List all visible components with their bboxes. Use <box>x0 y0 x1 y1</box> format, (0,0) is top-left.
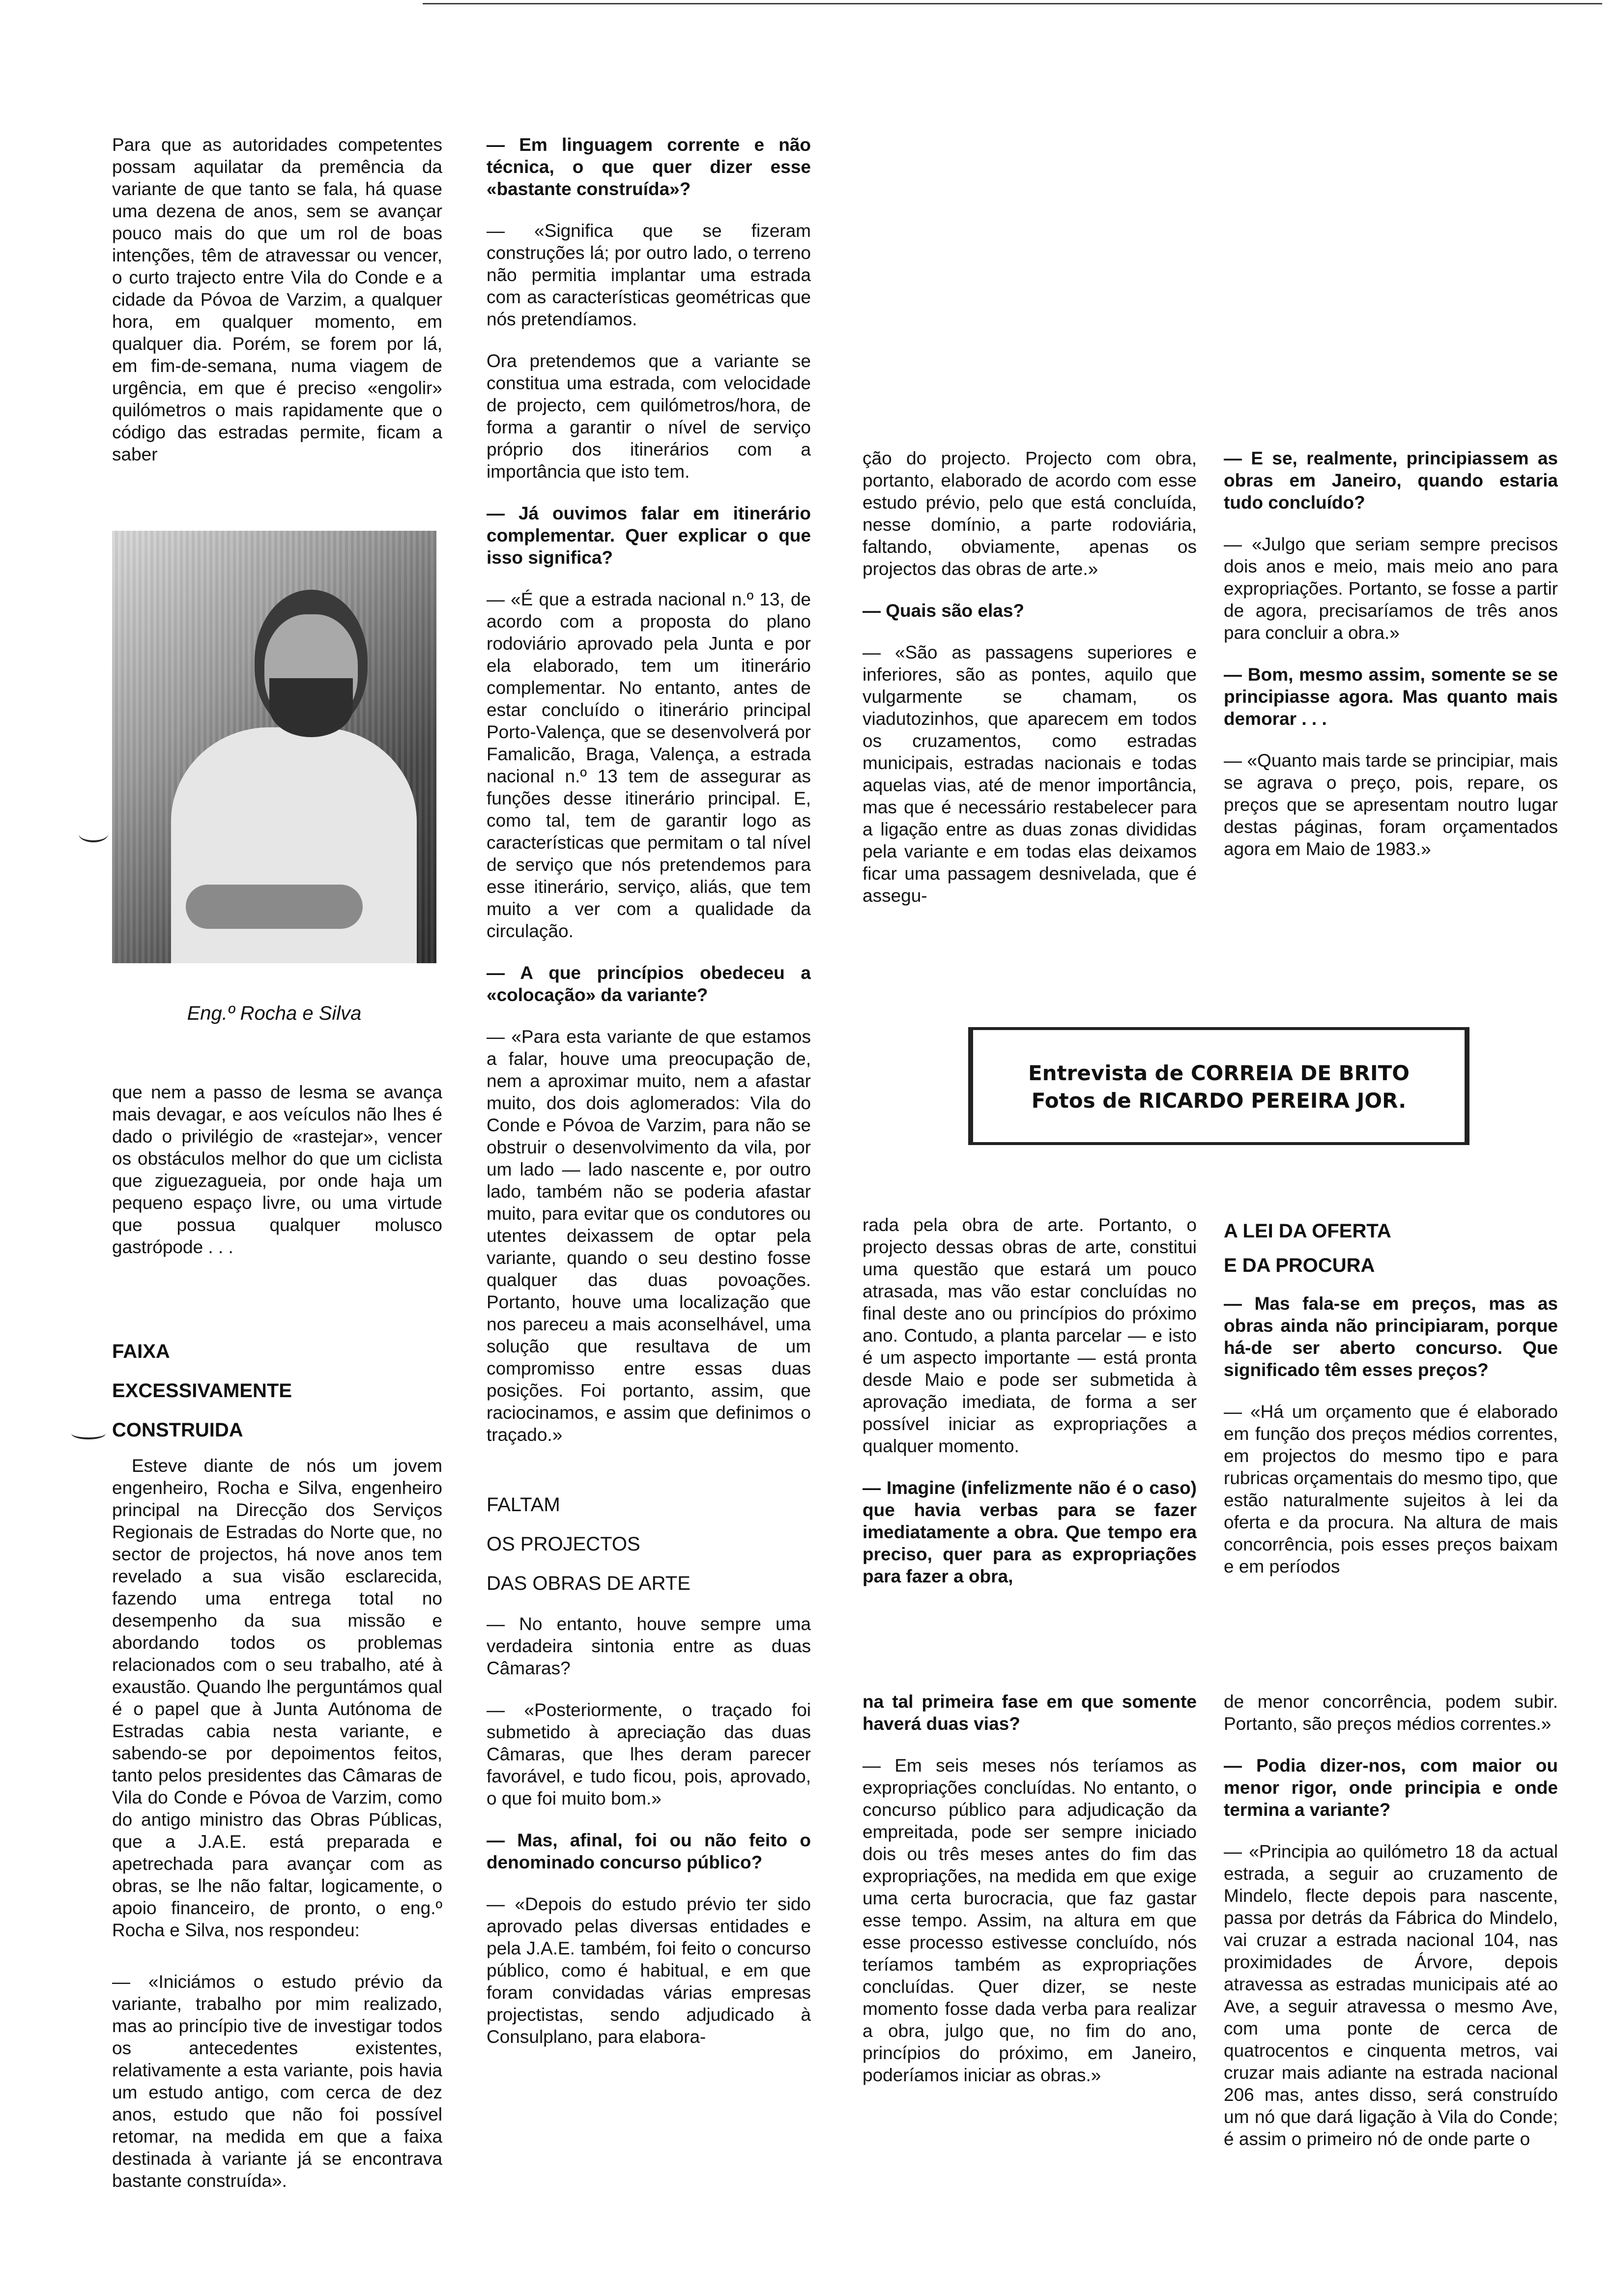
column-2 <box>487 134 811 2281</box>
paragraph: que nem a passo de lesma se avança mais devagar, e aos veículos não lhes é dado o privilégio de «rastejar», vencer os obstáculos melhor do que um ciclista que ziguezagueia, por onde haja um pequeno espaço livre, ou uma virtude que possua qualquer molusco gastrópode . . . <box>112 1082 442 1257</box>
subheading: OS PROJECTOS <box>487 1533 640 1555</box>
paragraph: de menor concorrência, podem subir. Portanto, são preços médios correntes.» <box>1224 1692 1558 1734</box>
answer: — Em seis meses nós teríamos as expropriações concluídas. No entanto, o concurso público para adjudicação da empreitada, pode ser sempre iniciado dois ou três meses antes do fim das expropriações, na medida em que exige uma certa burocracia, que faz gastar esse tempo. Assim, na altura em que esse processo estivesse concluído, nós teríamos também as expropriações concluídas. Quer dizer, se neste momento fosse dada verba para realizar a obra, julgo que, no fim do ano, princípios do próximo, em Janeiro, poderíamos iniciar as obras.» <box>863 1755 1197 2085</box>
answer: — «Principia ao quilómetro 18 da actual estrada, a seguir ao cruzamento de Mindelo, flecte depois para nascente, passa por detrás da Fábrica do Mindelo, vai cruzar a estrada nacional 104, nas proximidades de Árvore, depois atravessa as estradas municipais até ao Ave, a seguir atravessa o mesmo Ave, com uma ponte de cerca de quatrocentos e cinquenta metros, vai cruzar mais adiante na estrada nacional 206 mas, antes disso, será construído um nó que dará ligação à Vila do Conde; é assim o primeiro nó de onde parte o <box>1224 1841 1558 2149</box>
question: — Em linguagem corrente e não técnica, o que quer dizer esse «bastante construída»? <box>487 135 811 199</box>
photo-credit: Fotos de RICARDO PEREIRA JOR. <box>1031 1089 1407 1113</box>
subheading: FALTAM <box>487 1494 560 1516</box>
answer: — «Há um orçamento que é elaborado em função dos preços médios correntes, em projectos do mesmo tipo e para rubricas orçamentais do mesmo tipo, que estão naturalmente sujeitos à lei da oferta e da procura. Na altura de mais concorrência, pois esses preços baixam e em períodos <box>1224 1402 1558 1577</box>
photo-caption: Eng.º Rocha e Silva <box>187 1003 362 1024</box>
question: — Bom, mesmo assim, somente se se principiasse agora. Mas quanto mais demorar . . . <box>1224 664 1558 729</box>
margin-mark <box>71 1428 106 1439</box>
column-1-bottom <box>112 1081 442 2280</box>
question: — Podia dizer-nos, com maior ou menor rigor, onde principia e onde termina a variante? <box>1224 1755 1558 1820</box>
question: — Imagine (infelizmente não é o caso) que havia verbas para se fazer imediatamente a obra. Que tempo era preciso, quer para as expropriações para fazer a obra, <box>863 1478 1197 1586</box>
intro-paragraph: Para que as autoridades competentes possam aquilatar da premência da variante de que tanto se fala, há quase uma dezena de anos, sem se avançar pouco mais do que um rol de boas intenções, têm de atravessar ou vencer, o curto trajecto entre Vila do Conde e a cidade da Póvoa de Varzim, a qualquer hora, em qualquer momento, em qualquer dia. Porém, se forem por lá, em fim-de-semana, numa viagem de urgência, em que é preciso «engolir» quilómetros o mais rapidamente que o código das estradas permite, ficam a saber <box>112 135 442 464</box>
beard-shape <box>269 678 353 737</box>
answer: — «É que a estrada nacional n.º 13, de acordo com a proposta do plano rodoviário aprovado pela Junta e por ela elaborado, tem um itinerário complementar. No entanto, antes de estar concluído o itinerário principal Porto-Valença, que se desenvolverá por Famalicão, Braga, Valença, a estrada nacional n.º 13 tem de assegurar as funções desse itinerário principal. E, como tal, tem de garantir logo as características que permitam o tal nível de serviço que nós pretendemos para esse itinerário, serviço, aliás, que tem muito a ver com a qualidade da circulação. <box>487 589 811 941</box>
arm-shape <box>186 885 363 929</box>
top-rule <box>423 3 1602 4</box>
question: — Mas, afinal, foi ou não feito o denominado concurso público? <box>487 1830 811 1872</box>
column-4-top <box>1224 447 1558 978</box>
subheading: E DA PROCURA <box>1224 1255 1375 1276</box>
answer: — «São as passagens superiores e inferiores, são as pontes, aquilo que vulgarmente se chamam, os viadutozinhos, que aparecem em todos os cruzamentos, como estradas municipais, estradas nacionais e todas aquelas vias, até de menor importância, mas que é necessário restabelecer para a ligação entre as duas zonas divididas pela variante e em todas elas deixamos ficar uma passagem desnivelada, que é assegu- <box>863 642 1197 906</box>
answer: — «Julgo que seriam sempre precisos dois anos e meio, mais meio ano para expropriações. Portanto, se fosse a partir de agora, precisaríamos de três anos para concluir a obra.» <box>1224 534 1558 643</box>
answer: Ora pretendemos que a variante se constitua uma estrada, com velocidade de projecto, cem quilómetros/hora, de forma a garantir o nível de serviço próprio dos itinerários com a importância que isto tem. <box>487 351 811 482</box>
portrait-photo <box>112 531 436 963</box>
column-1-top <box>112 134 442 468</box>
credits-box <box>968 1027 1469 1145</box>
subheading: FAIXA <box>112 1341 170 1362</box>
question: — E se, realmente, principiassem as obras em Janeiro, quando estaria tudo concluído? <box>1224 448 1558 513</box>
answer: — «Significa que se fizeram construções lá; por outro lado, o terreno não permitia implantar uma estrada com as características geométricas que nós pretendíamos. <box>487 221 811 329</box>
margin-mark <box>79 826 108 842</box>
subheading: CONSTRUIDA <box>112 1419 243 1441</box>
paragraph: ção do projecto. Projecto com obra, portanto, elaborado de acordo com esse estudo prévio, pelo que está concluída, nesse domínio, a parte rodoviária, faltando, obviamente, apenas os projectos das obras de arte.» <box>863 448 1197 579</box>
answer: — No entanto, houve sempre uma verdadeira sintonia entre as duas Câmaras? <box>487 1614 811 1678</box>
interview-credit: Entrevista de CORREIA DE BRITO <box>1028 1061 1410 1085</box>
question: — A que princípios obedeceu a «colocação» da variante? <box>487 963 811 1005</box>
paragraph: rada pela obra de arte. Portanto, o projecto dessas obras de arte, constitui uma questão que estará um pouco atrasada, mas vão estar concluídas no final deste ano ou princípios do próximo ano. Contudo, a planta parcelar — e isto é um aspecto importante — está pronta desde Maio e pode ser submetida à aprovação imediata, de forma a ser possível iniciar as expropriações a qualquer momento. <box>863 1215 1197 1456</box>
column-3-top <box>863 447 1197 978</box>
column-4-middle <box>1224 1214 1558 1656</box>
column-3-middle <box>863 1214 1197 1656</box>
answer: — «Quanto mais tarde se principiar, mais se agrava o preço, pois, repare, os preços que se apresentam noutro lugar destas páginas, foram orçamentados agora em Maio de 1983.» <box>1224 750 1558 859</box>
answer: — «Posteriormente, o traçado foi submetido à apreciação das duas Câmaras, que lhes deram parecer favorável, e tudo ficou, pois, aprovado, o que foi muito bom.» <box>487 1700 811 1808</box>
subheading: EXCESSIVAMENTE <box>112 1380 292 1402</box>
paragraph: Esteve diante de nós um jovem engenheiro, Rocha e Silva, engenheiro principal na Direcção dos Serviços Regionais de Estradas do Norte que, no sector de projectos, há nove anos tem revelado a sua visão esclarecida, fazendo uma entrega total no desempenho da sua missão e abordando todos os problemas relacionados com o seu trabalho, até à exaustão. Quando lhe perguntámos qual é o papel que à Junta Autónoma de Estradas cabia nesta variante, e sabendo-se por depoimentos feitos, tanto pelos presidentes das Câmaras de Vila do Conde e Póvoa de Varzim, como do antigo ministro das Obras Públicas, que a J.A.E. está preparada e apetrechada para avançar com as obras, se lhe não faltar, logicamente, o apoio financeiro, de pronto, o eng.º Rocha e Silva, nos respondeu: <box>112 1456 442 1940</box>
question: — Quais são elas? <box>863 601 1025 621</box>
column-4-bottom <box>1224 1691 1558 2280</box>
column-3-bottom <box>863 1691 1197 2280</box>
subheading: DAS OBRAS DE ARTE <box>487 1573 691 1594</box>
question: — Já ouvimos falar em itinerário complementar. Quer explicar o que isso significa? <box>487 503 811 568</box>
answer: — «Depois do estudo prévio ter sido aprovado pelas diversas entidades e pela J.A.E. também, foi feito o concurso público, como é habitual, e em que foram convidadas várias empresas projectistas, sendo adjudicado à Consulplano, para elabora- <box>487 1894 811 2047</box>
answer: — «Iniciámos o estudo prévio da variante, trabalho por mim realizado, mas ao princípio tive de investigar todos os antecedentes existentes, relativamente a esta variante, pois havia um estudo antigo, com cerca de dez anos, estudo que não foi possível retomar, na medida em que a faixa destinada à variante já se encontrava bastante construída». <box>112 1972 442 2191</box>
answer: — «Para esta variante de que estamos a falar, houve uma preocupação de, nem a aproximar muito, nem a afastar muito, dos dois aglomerados: Vila do Conde e Póvoa de Varzim, para não se obstruir o desenvolvimento da vila, por um lado — lado nascente e, por outro lado, também não se poderia afastar muito, para evitar que os condutores ou utentes deixassem de optar pela variante, quando o seu destino fosse qualquer das duas povoações. Portanto, houve uma localização que nos pareceu a mais aconselhável, uma solução que resultava de um compromisso entre essas duas posições. Foi portanto, assim, que raciocinamos, e assim que definimos o traçado.» <box>487 1027 811 1445</box>
subheading: A LEI DA OFERTA <box>1224 1220 1391 1242</box>
question: na tal primeira fase em que somente haverá duas vias? <box>863 1692 1197 1734</box>
question: — Mas fala-se em preços, mas as obras ainda não principiaram, porque há-de ser aberto concurso. Que significado têm esses preços? <box>1224 1293 1558 1380</box>
